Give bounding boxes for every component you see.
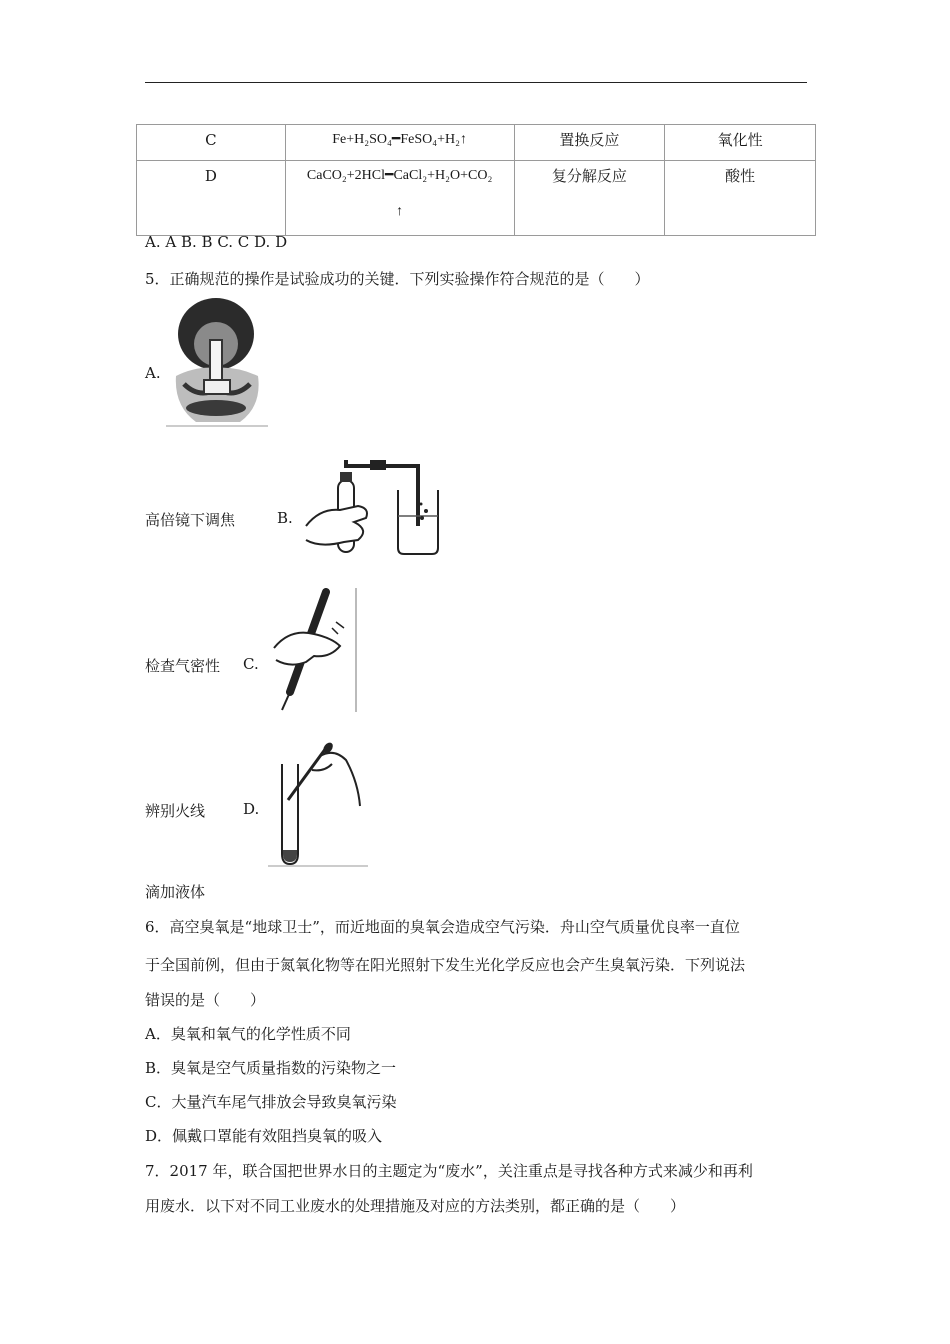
option-b-caption: 检查气密性 xyxy=(145,657,221,675)
q6-option-a: A．臭氧和氧气的化学性质不同 xyxy=(145,1025,351,1043)
q4-options: A. A B. B C. C D. D xyxy=(145,233,288,251)
header-rule xyxy=(145,82,807,83)
row-label: C xyxy=(137,125,286,161)
option-a-caption: 高倍镜下调焦 xyxy=(145,511,236,529)
reaction-equation: Fe+H₂SO₄━FeSO₄+H₂↑ xyxy=(285,125,514,161)
q7-stem-line: 7．2017 年，联合国把世界水日的主题定为“废水”，关注重点是寻找各种方式来减少和再利 xyxy=(145,1162,753,1180)
q5-stem: 5．正确规范的操作是试验成功的关键．下列实验操作符合规范的是（ ） xyxy=(145,270,650,288)
option-d-letter: D. xyxy=(243,800,260,818)
option-c-caption: 辨别火线 xyxy=(145,802,206,820)
option-b-letter: B. xyxy=(277,509,293,527)
reaction-property: 氧化性 xyxy=(665,125,816,161)
reaction-equation xyxy=(285,161,514,236)
q6-option-d: D．佩戴口罩能有效阻挡臭氧的吸入 xyxy=(145,1127,383,1145)
reaction-type: 置换反应 xyxy=(514,125,665,161)
option-c-letter: C. xyxy=(243,655,259,673)
table-row xyxy=(137,125,816,161)
table-row xyxy=(137,161,816,236)
row-label: D xyxy=(137,161,286,236)
reaction-property: 酸性 xyxy=(665,161,816,236)
airtightness-apparatus-image xyxy=(300,456,444,558)
equation-line: ↑ xyxy=(396,204,404,219)
q6-option-c: C．大量汽车尾气排放会导致臭氧污染 xyxy=(145,1093,397,1111)
q6-stem-line: 6．高空臭氧是“地球卫士”，而近地面的臭氧会造成空气污染．舟山空气质量优良率一直位 xyxy=(145,918,740,936)
microscope-student-image xyxy=(166,296,268,428)
q7-stem-line: 用废水．以下对不同工业废水的处理措施及对应的方法类别，都正确的是（ ） xyxy=(145,1197,686,1215)
reaction-table xyxy=(136,124,816,236)
equation-line: CaCO₂+2HCl━CaCl₂+H₂O+CO₂ xyxy=(306,168,493,183)
option-a-letter: A. xyxy=(145,364,161,382)
test-pencil-image xyxy=(270,588,358,712)
reaction-type: 复分解反应 xyxy=(514,161,665,236)
q6-stem-line: 于全国前例，但由于氮氧化物等在阳光照射下发生光化学反应也会产生臭氧污染．下列说法 xyxy=(145,956,746,974)
dropper-test-tube-image xyxy=(268,742,368,868)
q6-stem-line: 错误的是（ ） xyxy=(145,991,266,1009)
option-d-caption: 滴加液体 xyxy=(145,883,206,901)
q6-option-b: B．臭氧是空气质量指数的污染物之一 xyxy=(145,1059,397,1077)
